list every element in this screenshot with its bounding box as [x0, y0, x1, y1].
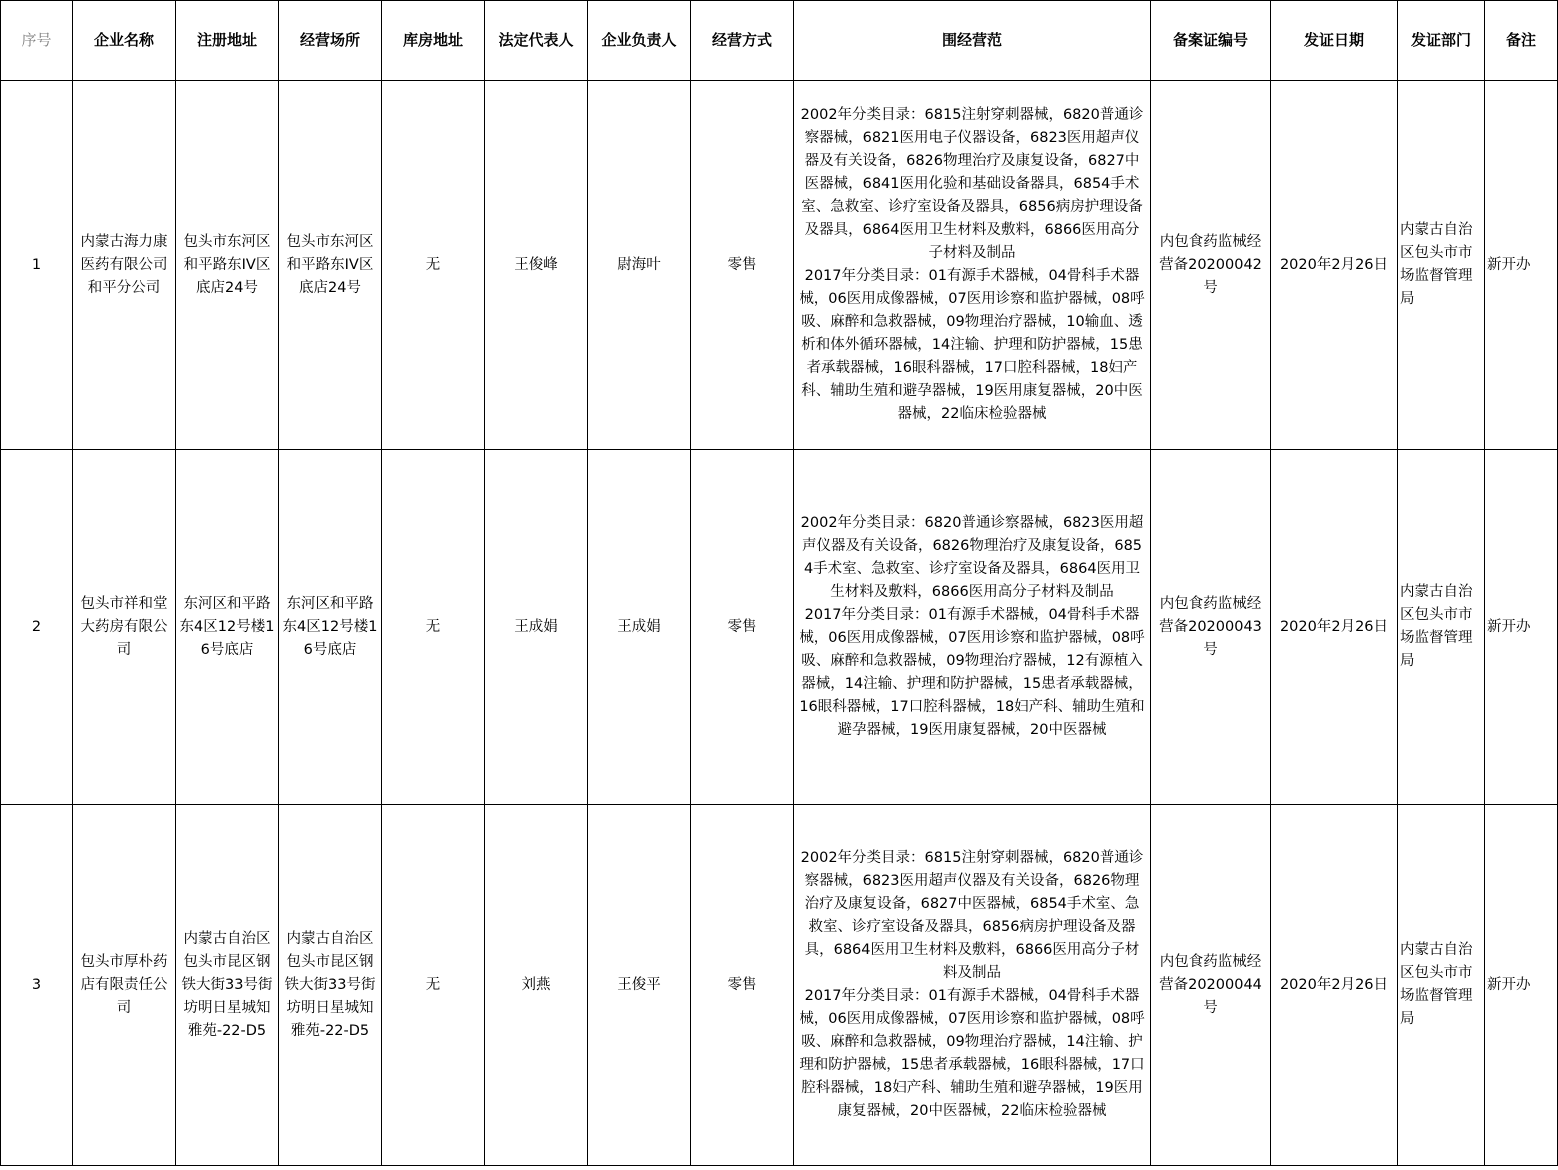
cell-reg-address: 东河区和平路东4区12号楼16号底店 — [176, 450, 279, 805]
cell-issuer: 内蒙古自治区包头市市场监督管理局 — [1398, 450, 1485, 805]
cell-mode: 零售 — [691, 81, 794, 450]
cell-seq: 2 — [1, 450, 73, 805]
cell-cert-no: 内包食药监械经营备20200044号 — [1151, 805, 1271, 1166]
cell-reg-address: 包头市东河区和平路东IV区底店24号 — [176, 81, 279, 450]
header-cert-no: 备案证编号 — [1151, 1, 1271, 81]
header-note: 备注 — [1485, 1, 1558, 81]
table-row — [1, 81, 1558, 450]
cell-warehouse: 无 — [382, 81, 485, 450]
cell-warehouse: 无 — [382, 805, 485, 1166]
cell-company: 包头市祥和堂大药房有限公司 — [73, 450, 176, 805]
cell-legal-rep: 王成娟 — [485, 450, 588, 805]
header-row — [1, 1, 1558, 81]
header-legal-rep: 法定代表人 — [485, 1, 588, 81]
header-issue-date: 发证日期 — [1271, 1, 1398, 81]
cell-principal: 王成娟 — [588, 450, 691, 805]
cell-issue-date: 2020年2月26日 — [1271, 81, 1398, 450]
cell-reg-address: 内蒙古自治区包头市昆区钢铁大街33号街坊明日星城知雅苑-22-D5 — [176, 805, 279, 1166]
cell-issue-date: 2020年2月26日 — [1271, 450, 1398, 805]
cell-legal-rep: 王俊峰 — [485, 81, 588, 450]
cell-issuer: 内蒙古自治区包头市市场监督管理局 — [1398, 805, 1485, 1166]
scope-2002: 2002年分类目录：6815注射穿刺器械，6820普通诊察器械，6823医用超声仪器及有关设备，6826物理治疗及康复设备，6827中医器械，6854手术室、急救室、诊疗室设备及器具，6856病房护理设备及器具，6864医用卫生材料及敷料，6866医用高分子材料及制品 — [800, 850, 1144, 981]
cell-company: 包头市厚朴药店有限责任公司 — [73, 805, 176, 1166]
header-scope: 围经营范 — [794, 1, 1151, 81]
cell-scope — [794, 805, 1151, 1166]
cell-business-site: 内蒙古自治区包头市昆区钢铁大街33号街坊明日星城知雅苑-22-D5 — [279, 805, 382, 1166]
header-reg-address: 注册地址 — [176, 1, 279, 81]
cell-seq: 3 — [1, 805, 73, 1166]
cell-mode: 零售 — [691, 450, 794, 805]
header-company: 企业名称 — [73, 1, 176, 81]
cell-business-site: 东河区和平路东4区12号楼16号底店 — [279, 450, 382, 805]
header-issuer: 发证部门 — [1398, 1, 1485, 81]
cell-issuer: 内蒙古自治区包头市市场监督管理局 — [1398, 81, 1485, 450]
cell-cert-no: 内包食药监械经营备20200042号 — [1151, 81, 1271, 450]
header-warehouse: 库房地址 — [382, 1, 485, 81]
cell-cert-no: 内包食药监械经营备20200043号 — [1151, 450, 1271, 805]
scope-2017: 2017年分类目录：01有源手术器械，04骨科手术器械，06医用成像器械，07医用诊察和监护器械，08呼吸、麻醉和急救器械，09物理治疗器械，14注输、护理和防护器械，15患者承载器械，16眼科器械，17口腔科器械，18妇产科、辅助生殖和避孕器械，19医用康复器械，20中医器械，22临床检验器械 — [799, 988, 1145, 1119]
cell-company: 内蒙古海力康医药有限公司和平分公司 — [73, 81, 176, 450]
cell-principal: 王俊平 — [588, 805, 691, 1166]
cell-note: 新开办 — [1485, 81, 1558, 450]
cell-issue-date: 2020年2月26日 — [1271, 805, 1398, 1166]
cell-note: 新开办 — [1485, 805, 1558, 1166]
header-mode: 经营方式 — [691, 1, 794, 81]
scope-2017: 2017年分类目录：01有源手术器械，04骨科手术器械，06医用成像器械，07医用诊察和监护器械，08呼吸、麻醉和急救器械，09物理治疗器械，10输血、透析和体外循环器械，14注输、护理和防护器械，15患者承载器械，16眼科器械，17口腔科器械，18妇产科、辅助生殖和避孕器械，19医用康复器械，20中医器械，22临床检验器械 — [799, 268, 1145, 422]
table-row — [1, 805, 1558, 1166]
scope-2002: 2002年分类目录：6820普通诊察器械，6823医用超声仪器及有关设备，6826物理治疗及康复设备，6854手术室、急救室、诊疗室设备及器具，6864医用卫生材料及敷料，6866医用高分子材料及制品 — [800, 515, 1144, 600]
header-seq: 序号 — [1, 1, 73, 81]
table-row — [1, 450, 1558, 805]
cell-note: 新开办 — [1485, 450, 1558, 805]
header-business-site: 经营场所 — [279, 1, 382, 81]
cell-seq: 1 — [1, 81, 73, 450]
header-principal: 企业负责人 — [588, 1, 691, 81]
scope-2017: 2017年分类目录：01有源手术器械，04骨科手术器械，06医用成像器械，07医用诊察和监护器械，08呼吸、麻醉和急救器械，09物理治疗器械，12有源植入器械，14注输、护理和防护器械，15患者承载器械，16眼科器械，17口腔科器械，18妇产科、辅助生殖和避孕器械，19医用康复器械，20中医器械 — [799, 607, 1145, 738]
cell-scope — [794, 81, 1151, 450]
cell-scope — [794, 450, 1151, 805]
cell-warehouse: 无 — [382, 450, 485, 805]
cell-mode: 零售 — [691, 805, 794, 1166]
scope-2002: 2002年分类目录：6815注射穿刺器械，6820普通诊察器械，6821医用电子仪器设备，6823医用超声仪器及有关设备，6826物理治疗及康复设备，6827中医器械，6841医用化验和基础设备器具，6854手术室、急救室、诊疗室设备及器具，6856病房护理设备及器具，6864医用卫生材料及敷料，6866医用高分子材料及制品 — [800, 107, 1144, 261]
cell-legal-rep: 刘燕 — [485, 805, 588, 1166]
cell-principal: 尉海叶 — [588, 81, 691, 450]
cell-business-site: 包头市东河区和平路东IV区底店24号 — [279, 81, 382, 450]
